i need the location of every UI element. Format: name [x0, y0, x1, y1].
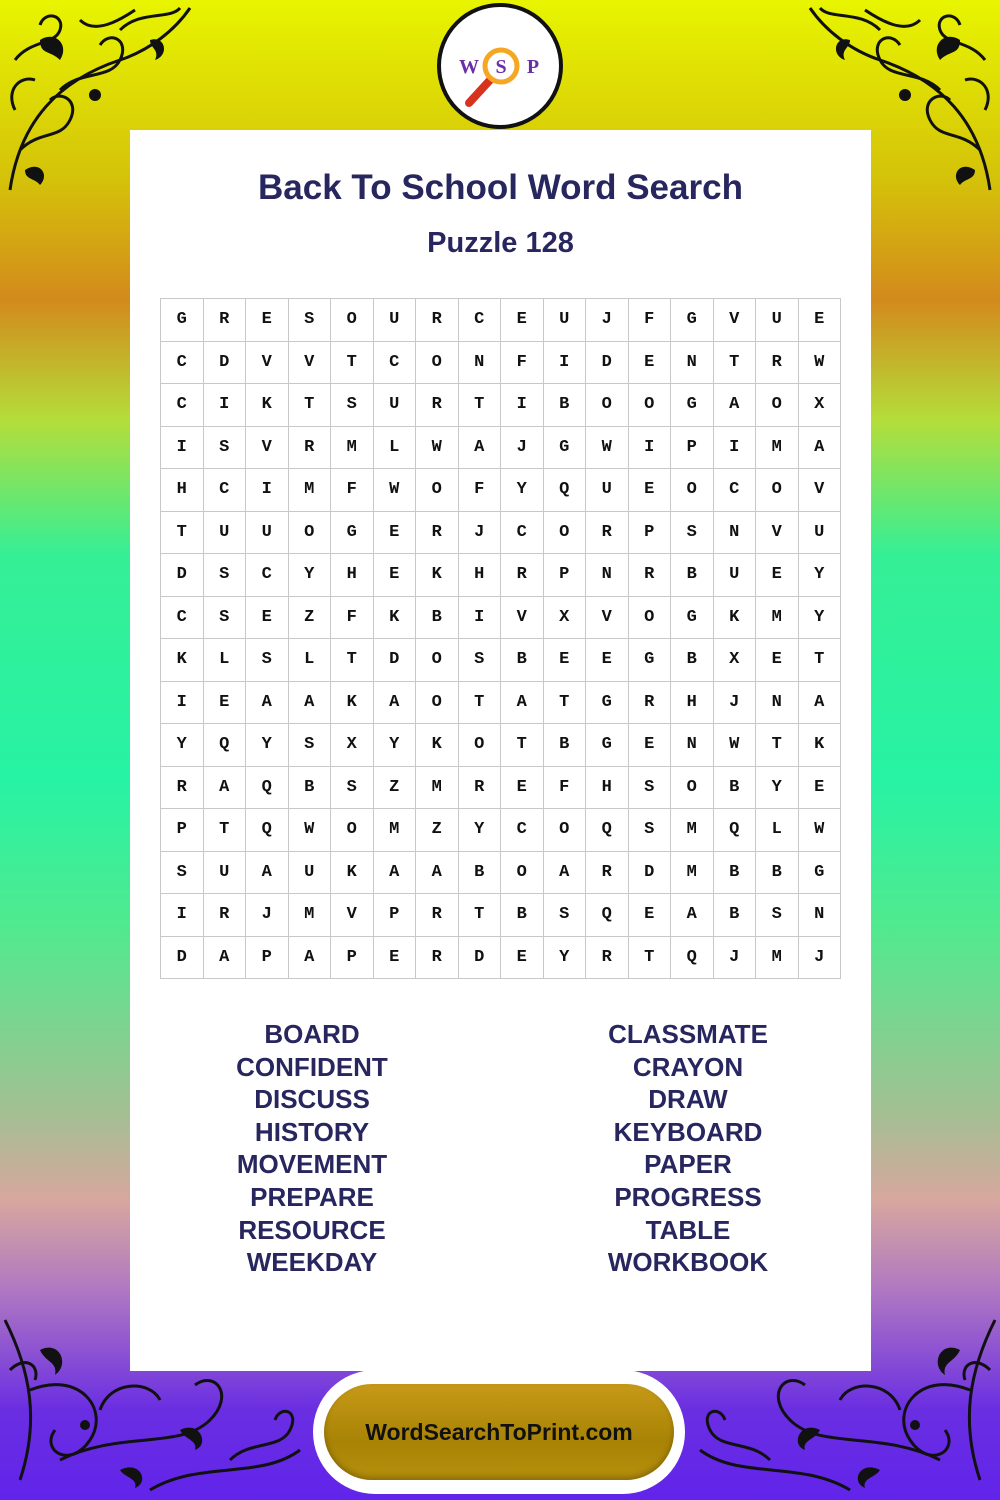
grid-cell[interactable]: W: [799, 342, 842, 385]
grid-cell[interactable]: G: [671, 597, 714, 640]
grid-cell[interactable]: T: [459, 894, 502, 937]
grid-cell[interactable]: Q: [204, 724, 247, 767]
word-list-item: BOARD: [264, 1019, 360, 1049]
grid-cell[interactable]: F: [629, 299, 672, 342]
grid-cell[interactable]: O: [629, 597, 672, 640]
grid-cell[interactable]: C: [459, 299, 502, 342]
grid-cell[interactable]: A: [374, 852, 417, 895]
grid-cell[interactable]: W: [416, 427, 459, 470]
grid-cell[interactable]: E: [629, 469, 672, 512]
grid-cell[interactable]: G: [586, 724, 629, 767]
grid-cell[interactable]: Y: [799, 554, 842, 597]
grid-cell[interactable]: R: [204, 894, 247, 937]
grid-cell[interactable]: I: [544, 342, 587, 385]
footer-link-button[interactable]: [324, 1384, 674, 1480]
grid-cell[interactable]: E: [544, 639, 587, 682]
grid-cell[interactable]: I: [246, 469, 289, 512]
grid-cell[interactable]: T: [331, 342, 374, 385]
grid-cell[interactable]: Z: [289, 597, 332, 640]
grid-cell[interactable]: K: [331, 852, 374, 895]
footer-badge: [313, 1370, 685, 1494]
grid-cell[interactable]: U: [799, 512, 842, 555]
grid-cell[interactable]: S: [331, 767, 374, 810]
grid-cell[interactable]: J: [459, 512, 502, 555]
grid-cell[interactable]: V: [501, 597, 544, 640]
word-list-item: DRAW: [648, 1084, 728, 1115]
grid-cell[interactable]: E: [204, 682, 247, 725]
grid-cell[interactable]: E: [629, 724, 672, 767]
grid-cell[interactable]: A: [501, 682, 544, 725]
grid-cell[interactable]: T: [331, 639, 374, 682]
grid-cell[interactable]: U: [374, 384, 417, 427]
grid-cell[interactable]: R: [289, 427, 332, 470]
grid-cell[interactable]: R: [416, 937, 459, 980]
grid-cell[interactable]: T: [204, 809, 247, 852]
grid-cell[interactable]: M: [756, 937, 799, 980]
grid-cell[interactable]: R: [459, 767, 502, 810]
grid-cell[interactable]: J: [799, 937, 842, 980]
grid-cell[interactable]: K: [714, 597, 757, 640]
grid-cell[interactable]: G: [544, 427, 587, 470]
grid-cell[interactable]: A: [714, 384, 757, 427]
grid-cell[interactable]: S: [204, 597, 247, 640]
grid-cell[interactable]: G: [671, 384, 714, 427]
grid-cell[interactable]: D: [374, 639, 417, 682]
grid-cell[interactable]: I: [161, 682, 204, 725]
grid-cell[interactable]: W: [374, 469, 417, 512]
grid-cell[interactable]: N: [799, 894, 842, 937]
grid-cell[interactable]: L: [289, 639, 332, 682]
grid-cell[interactable]: D: [459, 937, 502, 980]
grid-cell[interactable]: W: [586, 427, 629, 470]
grid-cell[interactable]: O: [416, 682, 459, 725]
grid-cell[interactable]: X: [714, 639, 757, 682]
grid-cell[interactable]: B: [671, 639, 714, 682]
grid-cell[interactable]: S: [204, 554, 247, 597]
grid-cell[interactable]: D: [161, 554, 204, 597]
grid-cell[interactable]: U: [756, 299, 799, 342]
grid-cell[interactable]: A: [246, 852, 289, 895]
grid-cell[interactable]: O: [416, 342, 459, 385]
grid-cell[interactable]: R: [629, 682, 672, 725]
grid-cell[interactable]: J: [714, 937, 757, 980]
grid-cell[interactable]: B: [501, 639, 544, 682]
grid-cell[interactable]: W: [799, 809, 842, 852]
grid-cell[interactable]: L: [756, 809, 799, 852]
grid-cell[interactable]: G: [161, 299, 204, 342]
grid-cell[interactable]: S: [459, 639, 502, 682]
grid-cell[interactable]: C: [374, 342, 417, 385]
grid-cell[interactable]: T: [161, 512, 204, 555]
grid-cell[interactable]: Y: [459, 809, 502, 852]
grid-cell[interactable]: C: [501, 512, 544, 555]
grid-cell[interactable]: K: [374, 597, 417, 640]
grid-cell[interactable]: B: [544, 724, 587, 767]
grid-cell[interactable]: A: [289, 937, 332, 980]
grid-cell[interactable]: M: [416, 767, 459, 810]
grid-cell[interactable]: B: [714, 767, 757, 810]
grid-cell[interactable]: B: [459, 852, 502, 895]
grid-cell[interactable]: C: [161, 597, 204, 640]
grid-cell[interactable]: C: [204, 469, 247, 512]
grid-cell[interactable]: H: [586, 767, 629, 810]
grid-cell[interactable]: E: [501, 299, 544, 342]
grid-cell[interactable]: N: [756, 682, 799, 725]
grid-cell[interactable]: U: [289, 852, 332, 895]
grid-cell[interactable]: A: [799, 682, 842, 725]
grid-cell[interactable]: T: [629, 937, 672, 980]
grid-cell[interactable]: R: [161, 767, 204, 810]
grid-cell[interactable]: A: [671, 894, 714, 937]
grid-cell[interactable]: N: [714, 512, 757, 555]
grid-cell[interactable]: G: [331, 512, 374, 555]
grid-cell[interactable]: Y: [374, 724, 417, 767]
grid-cell[interactable]: P: [161, 809, 204, 852]
grid-cell[interactable]: T: [289, 384, 332, 427]
grid-cell[interactable]: C: [501, 809, 544, 852]
grid-cell[interactable]: Q: [714, 809, 757, 852]
grid-cell[interactable]: O: [756, 469, 799, 512]
grid-cell[interactable]: U: [204, 512, 247, 555]
grid-cell[interactable]: T: [459, 384, 502, 427]
grid-cell[interactable]: D: [204, 342, 247, 385]
grid-cell[interactable]: S: [629, 809, 672, 852]
grid-cell[interactable]: B: [756, 852, 799, 895]
grid-cell[interactable]: B: [714, 852, 757, 895]
grid-cell[interactable]: B: [671, 554, 714, 597]
grid-cell[interactable]: H: [331, 554, 374, 597]
grid-cell[interactable]: Q: [246, 809, 289, 852]
grid-cell[interactable]: M: [331, 427, 374, 470]
grid-cell[interactable]: S: [161, 852, 204, 895]
grid-cell[interactable]: E: [374, 554, 417, 597]
grid-cell[interactable]: U: [586, 469, 629, 512]
grid-cell[interactable]: A: [416, 852, 459, 895]
grid-cell[interactable]: Y: [246, 724, 289, 767]
grid-cell[interactable]: V: [289, 342, 332, 385]
word-list-item: CLASSMATE: [608, 1019, 768, 1049]
grid-cell[interactable]: U: [714, 554, 757, 597]
grid-cell[interactable]: V: [246, 427, 289, 470]
grid-cell[interactable]: R: [586, 937, 629, 980]
grid-cell[interactable]: O: [289, 512, 332, 555]
grid-cell[interactable]: U: [374, 299, 417, 342]
grid-cell[interactable]: I: [629, 427, 672, 470]
grid-cell[interactable]: B: [544, 384, 587, 427]
grid-cell[interactable]: U: [246, 512, 289, 555]
grid-cell[interactable]: M: [289, 469, 332, 512]
grid-cell[interactable]: O: [331, 809, 374, 852]
word-list-item: WEEKDAY: [246, 1247, 378, 1278]
grid-cell[interactable]: D: [629, 852, 672, 895]
grid-cell[interactable]: V: [714, 299, 757, 342]
grid-cell[interactable]: J: [246, 894, 289, 937]
grid-cell[interactable]: P: [629, 512, 672, 555]
grid-cell[interactable]: I: [204, 384, 247, 427]
word-list-right: [538, 1018, 838, 1279]
grid-cell[interactable]: C: [161, 384, 204, 427]
grid-cell[interactable]: J: [586, 299, 629, 342]
grid-cell[interactable]: S: [671, 512, 714, 555]
grid-cell[interactable]: B: [289, 767, 332, 810]
grid-cell[interactable]: E: [586, 639, 629, 682]
grid-cell[interactable]: L: [374, 427, 417, 470]
grid-cell[interactable]: Y: [501, 469, 544, 512]
grid-cell[interactable]: O: [671, 469, 714, 512]
grid-cell[interactable]: O: [331, 299, 374, 342]
grid-cell[interactable]: A: [289, 682, 332, 725]
grid-cell[interactable]: V: [756, 512, 799, 555]
grid-cell[interactable]: H: [459, 554, 502, 597]
grid-cell[interactable]: Y: [161, 724, 204, 767]
grid-cell[interactable]: K: [416, 554, 459, 597]
grid-cell[interactable]: U: [544, 299, 587, 342]
word-list-item: PAPER: [644, 1149, 732, 1180]
grid-cell[interactable]: N: [671, 724, 714, 767]
word-list-item: WORKBOOK: [607, 1247, 769, 1278]
grid-cell[interactable]: V: [246, 342, 289, 385]
grid-cell[interactable]: O: [586, 384, 629, 427]
puzzle-card: [130, 130, 871, 1371]
grid-cell[interactable]: E: [799, 299, 842, 342]
grid-cell[interactable]: S: [289, 299, 332, 342]
grid-cell[interactable]: Q: [671, 937, 714, 980]
logo-letter-s: S: [495, 56, 507, 78]
grid-cell[interactable]: R: [586, 852, 629, 895]
grid-cell[interactable]: R: [501, 554, 544, 597]
wsp-logo[interactable]: [437, 3, 563, 129]
grid-cell[interactable]: E: [799, 767, 842, 810]
word-list-item: RESOURCE: [238, 1214, 386, 1245]
grid-cell[interactable]: S: [289, 724, 332, 767]
grid-cell[interactable]: O: [459, 724, 502, 767]
grid-cell[interactable]: W: [289, 809, 332, 852]
grid-cell[interactable]: O: [671, 767, 714, 810]
grid-cell[interactable]: T: [459, 682, 502, 725]
grid-cell[interactable]: R: [586, 512, 629, 555]
grid-cell[interactable]: F: [544, 767, 587, 810]
grid-cell[interactable]: Z: [374, 767, 417, 810]
word-list-item: KEYBOARD: [613, 1116, 763, 1147]
grid-cell[interactable]: K: [246, 384, 289, 427]
word-list-item: PROGRESS: [614, 1181, 762, 1212]
grid-cell[interactable]: O: [544, 512, 587, 555]
grid-cell[interactable]: A: [459, 427, 502, 470]
grid-cell[interactable]: P: [246, 937, 289, 980]
grid-cell[interactable]: E: [501, 937, 544, 980]
grid-cell[interactable]: E: [629, 894, 672, 937]
grid-cell[interactable]: T: [756, 724, 799, 767]
grid-cell[interactable]: S: [331, 384, 374, 427]
grid-cell[interactable]: D: [161, 937, 204, 980]
grid-cell[interactable]: O: [416, 639, 459, 682]
grid-cell[interactable]: G: [671, 299, 714, 342]
grid-cell[interactable]: U: [204, 852, 247, 895]
grid-cell[interactable]: N: [671, 342, 714, 385]
grid-cell[interactable]: W: [714, 724, 757, 767]
word-list-left: [162, 1018, 462, 1279]
grid-cell[interactable]: O: [756, 384, 799, 427]
grid-cell[interactable]: F: [459, 469, 502, 512]
grid-cell[interactable]: T: [714, 342, 757, 385]
grid-cell[interactable]: S: [756, 894, 799, 937]
grid-cell[interactable]: I: [714, 427, 757, 470]
word-list-item: HISTORY: [254, 1116, 370, 1147]
grid-cell[interactable]: C: [246, 554, 289, 597]
word-list-item: CONFIDENT: [236, 1051, 388, 1082]
grid-cell[interactable]: H: [671, 682, 714, 725]
grid-cell[interactable]: A: [204, 767, 247, 810]
grid-cell[interactable]: B: [501, 894, 544, 937]
word-list-item: PREPARE: [250, 1181, 374, 1212]
grid-cell[interactable]: Q: [246, 767, 289, 810]
grid-cell[interactable]: M: [756, 427, 799, 470]
grid-cell[interactable]: X: [331, 724, 374, 767]
grid-cell[interactable]: Q: [544, 469, 587, 512]
grid-cell[interactable]: E: [756, 639, 799, 682]
grid-cell[interactable]: M: [756, 597, 799, 640]
grid-cell[interactable]: F: [331, 469, 374, 512]
grid-cell[interactable]: M: [671, 852, 714, 895]
word-list-item: TABLE: [645, 1214, 731, 1245]
grid-cell[interactable]: P: [374, 894, 417, 937]
grid-cell[interactable]: O: [544, 809, 587, 852]
grid-cell[interactable]: C: [161, 342, 204, 385]
grid-cell[interactable]: B: [416, 597, 459, 640]
grid-cell[interactable]: F: [501, 342, 544, 385]
grid-cell[interactable]: T: [544, 682, 587, 725]
grid-cell[interactable]: R: [629, 554, 672, 597]
logo-letter-p: P: [526, 56, 540, 78]
grid-cell[interactable]: G: [629, 639, 672, 682]
grid-cell[interactable]: G: [799, 852, 842, 895]
grid-cell[interactable]: A: [374, 682, 417, 725]
grid-cell[interactable]: X: [799, 384, 842, 427]
grid-cell[interactable]: E: [246, 299, 289, 342]
grid-cell[interactable]: A: [799, 427, 842, 470]
grid-cell[interactable]: A: [246, 682, 289, 725]
grid-cell[interactable]: E: [756, 554, 799, 597]
grid-cell[interactable]: F: [331, 597, 374, 640]
magnifier-logo-icon: [445, 11, 555, 121]
grid-cell[interactable]: B: [714, 894, 757, 937]
grid-cell[interactable]: K: [416, 724, 459, 767]
word-list-item: MOVEMENT: [236, 1149, 388, 1180]
grid-cell[interactable]: V: [331, 894, 374, 937]
grid-cell[interactable]: E: [629, 342, 672, 385]
grid-cell[interactable]: R: [416, 299, 459, 342]
grid-cell[interactable]: Q: [586, 809, 629, 852]
grid-cell[interactable]: K: [331, 682, 374, 725]
grid-cell[interactable]: L: [204, 639, 247, 682]
grid-cell[interactable]: T: [799, 639, 842, 682]
grid-cell[interactable]: P: [544, 554, 587, 597]
letter-grid: [160, 298, 841, 979]
grid-cell[interactable]: P: [671, 427, 714, 470]
grid-cell[interactable]: R: [756, 342, 799, 385]
grid-cell[interactable]: Q: [586, 894, 629, 937]
grid-cell[interactable]: E: [501, 767, 544, 810]
grid-cell[interactable]: E: [374, 512, 417, 555]
grid-cell[interactable]: V: [799, 469, 842, 512]
grid-cell[interactable]: I: [459, 597, 502, 640]
grid-cell[interactable]: N: [586, 554, 629, 597]
word-list-item: CRAYON: [632, 1051, 744, 1082]
grid-cell[interactable]: R: [416, 512, 459, 555]
grid-cell[interactable]: K: [799, 724, 842, 767]
grid-cell[interactable]: R: [416, 894, 459, 937]
grid-cell[interactable]: P: [331, 937, 374, 980]
puzzle-number: Puzzle 128: [427, 227, 574, 259]
grid-cell[interactable]: S: [544, 894, 587, 937]
grid-cell[interactable]: C: [714, 469, 757, 512]
footer-site-label: WordSearchToPrint.com: [365, 1418, 633, 1445]
grid-cell[interactable]: M: [374, 809, 417, 852]
grid-cell[interactable]: O: [416, 469, 459, 512]
grid-cell[interactable]: R: [204, 299, 247, 342]
grid-cell[interactable]: D: [586, 342, 629, 385]
grid-cell[interactable]: N: [459, 342, 502, 385]
grid-cell[interactable]: J: [501, 427, 544, 470]
grid-cell[interactable]: Y: [544, 937, 587, 980]
grid-cell[interactable]: M: [671, 809, 714, 852]
grid-cell[interactable]: I: [161, 894, 204, 937]
grid-cell[interactable]: Z: [416, 809, 459, 852]
grid-cell[interactable]: O: [501, 852, 544, 895]
grid-cell[interactable]: Y: [756, 767, 799, 810]
grid-cell[interactable]: E: [246, 597, 289, 640]
grid-cell[interactable]: H: [161, 469, 204, 512]
grid-cell[interactable]: R: [416, 384, 459, 427]
grid-cell[interactable]: V: [586, 597, 629, 640]
grid-cell[interactable]: T: [501, 724, 544, 767]
grid-cell[interactable]: O: [629, 384, 672, 427]
grid-cell[interactable]: Y: [799, 597, 842, 640]
grid-cell[interactable]: S: [629, 767, 672, 810]
grid-cell[interactable]: I: [161, 427, 204, 470]
grid-cell[interactable]: J: [714, 682, 757, 725]
grid-cell[interactable]: E: [374, 937, 417, 980]
grid-cell[interactable]: Y: [289, 554, 332, 597]
grid-cell[interactable]: X: [544, 597, 587, 640]
page-title: Back To School Word Search: [258, 168, 743, 207]
logo-letter-w: W: [459, 56, 479, 78]
grid-cell[interactable]: I: [501, 384, 544, 427]
grid-cell[interactable]: M: [289, 894, 332, 937]
grid-cell[interactable]: G: [586, 682, 629, 725]
grid-cell[interactable]: S: [204, 427, 247, 470]
word-list-item: DISCUSS: [254, 1084, 370, 1115]
grid-cell[interactable]: A: [544, 852, 587, 895]
grid-cell[interactable]: K: [161, 639, 204, 682]
grid-cell[interactable]: A: [204, 937, 247, 980]
grid-cell[interactable]: S: [246, 639, 289, 682]
